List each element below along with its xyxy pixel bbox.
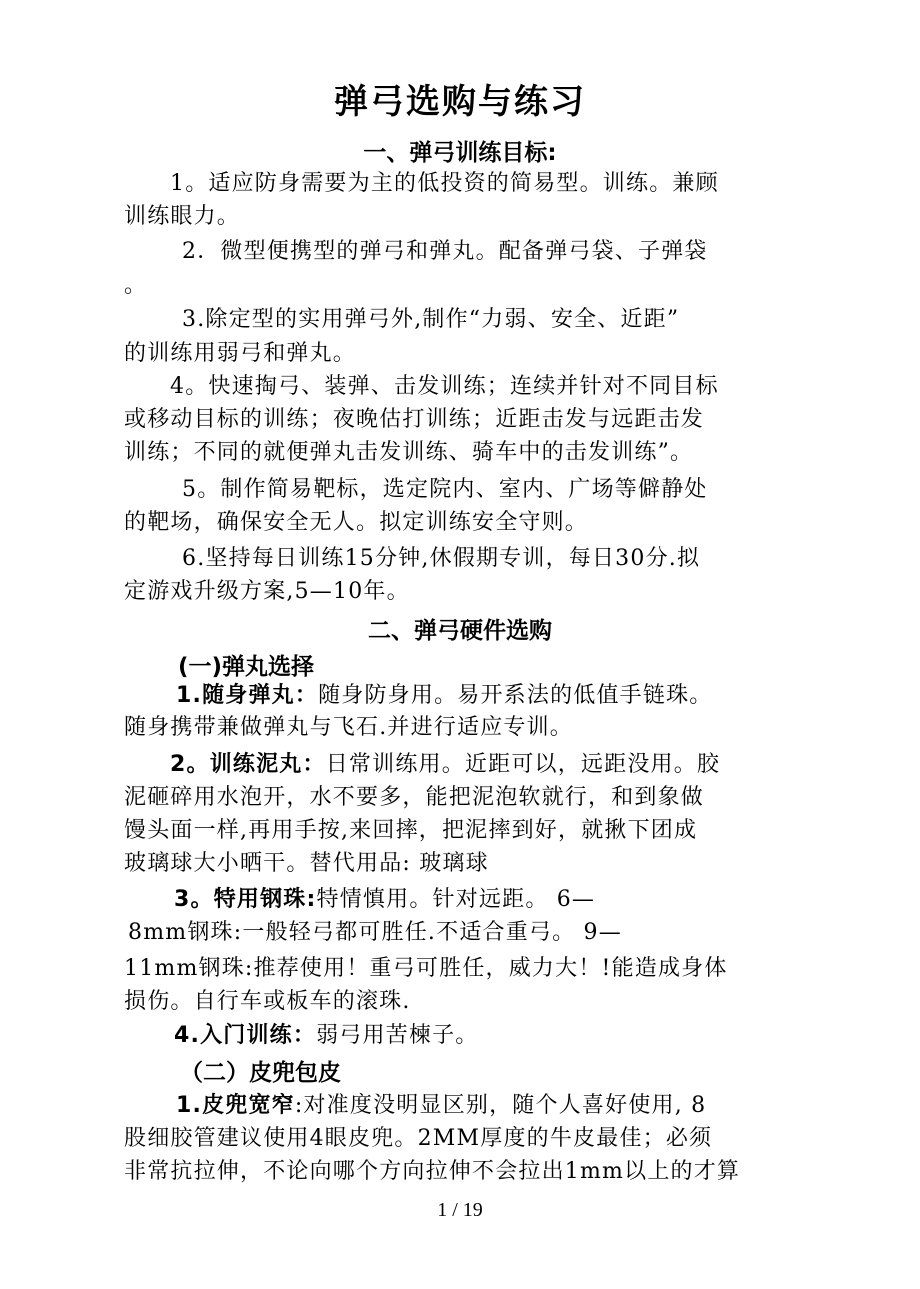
paragraph-line: 损伤。自行车或板车的滚珠. — [124, 989, 411, 1014]
paragraph-line: 2．微型便携型的弹弓和弹丸。配备弹弓袋、子弹袋 — [182, 239, 708, 264]
paragraph-line: 非常抗拉伸，不论向哪个方向拉伸不会拉出1mm以上的才算 — [124, 1159, 741, 1184]
paragraph-line: 股细胶管建议使用4眼皮兜。2MM厚度的牛皮最佳；必须 — [124, 1126, 713, 1151]
page-number: 1 / 19 — [437, 1199, 483, 1221]
paragraph-line — [174, 884, 840, 916]
paragraph-line: 。 — [124, 273, 148, 298]
paragraph-line: 训练眼力。 — [124, 204, 241, 229]
paragraph-line — [170, 749, 836, 781]
paragraph-line: 3.除定型的实用弹弓外,制作“力弱、安全、近距” — [182, 307, 680, 332]
paragraph-line: 馒头面一样,再用手按,来回摔，把泥摔到好，就揪下团成 — [124, 818, 698, 843]
paragraph-line: 训练；不同的就便弹丸击发训练、骑车中的击发训练”。 — [124, 440, 694, 465]
item-label: 3。特用钢珠: — [174, 887, 317, 912]
document-title: 弹弓选购与练习 — [334, 82, 586, 122]
item-label: 1.皮兜宽窄 — [176, 1093, 295, 1118]
paragraph-line: 或移动目标的训练；夜晚估打训练；近距击发与远距击发 — [124, 407, 705, 432]
paragraph-line — [176, 1090, 842, 1122]
paragraph-line: 1。适应防身需要为主的低投资的简易型。训练。兼顾 — [170, 171, 719, 196]
paragraph-line: 泥砸碎用水泡开，水不要多，能把泥泡软就行，和到象做 — [124, 785, 705, 810]
paragraph-line: 的靶场，确保安全无人。拟定训练安全守则。 — [124, 510, 589, 535]
paragraph-line — [176, 680, 842, 712]
item-label: 1.随身弹丸： — [176, 683, 319, 708]
paragraph-line: 5。制作简易靶标，选定院内、室内、广场等僻静处 — [182, 477, 708, 502]
paragraph-line: 随身携带兼做弹丸与飞石.并进行适应专训。 — [124, 715, 573, 740]
item-text: 特情慎用。针对远距。 6— — [316, 887, 596, 912]
paragraph-line: 11mm钢珠:推荐使用！重弓可胜任，威力大！!能造成身体 — [124, 956, 728, 981]
subsection-heading-pouch: （二）皮兜包皮 — [180, 1060, 341, 1086]
item-text: :对准度没明显区别，随个人喜好使用, 8 — [294, 1093, 707, 1118]
item-label: 4.入门训练： — [174, 1023, 317, 1048]
item-text: 日常训练用。近距可以，远距没用。胶 — [325, 752, 721, 777]
paragraph-line: 4。快速掏弓、装弹、击发训练；连续并针对不同目标 — [170, 374, 719, 399]
item-text: 随身防身用。易开系法的低值手链珠。 — [318, 683, 713, 708]
item-text: 弱弓用苦楝子。 — [316, 1023, 479, 1048]
section-heading-hardware: 二、弹弓硬件选购 — [368, 618, 552, 644]
subsection-heading-pellets: (一)弹丸选择 — [178, 654, 315, 680]
item-label: 2。训练泥丸： — [170, 752, 326, 777]
paragraph-line: 的训练用弱弓和弹丸。 — [124, 341, 357, 366]
section-heading-goals: 一、弹弓训练目标: — [363, 140, 557, 166]
paragraph-line — [174, 1020, 840, 1052]
paragraph-line: 8mm钢珠:一般轻弓都可胜任.不适合重弓。 9— — [128, 920, 622, 945]
paragraph-line: 6.坚持每日训练15分钟,休假期专训，每日30分.拟 — [182, 546, 701, 571]
paragraph-line: 玻璃球大小晒干。替代用品: 玻璃球 — [124, 851, 489, 876]
paragraph-line: 定游戏升级方案,5—10年。 — [124, 579, 410, 604]
